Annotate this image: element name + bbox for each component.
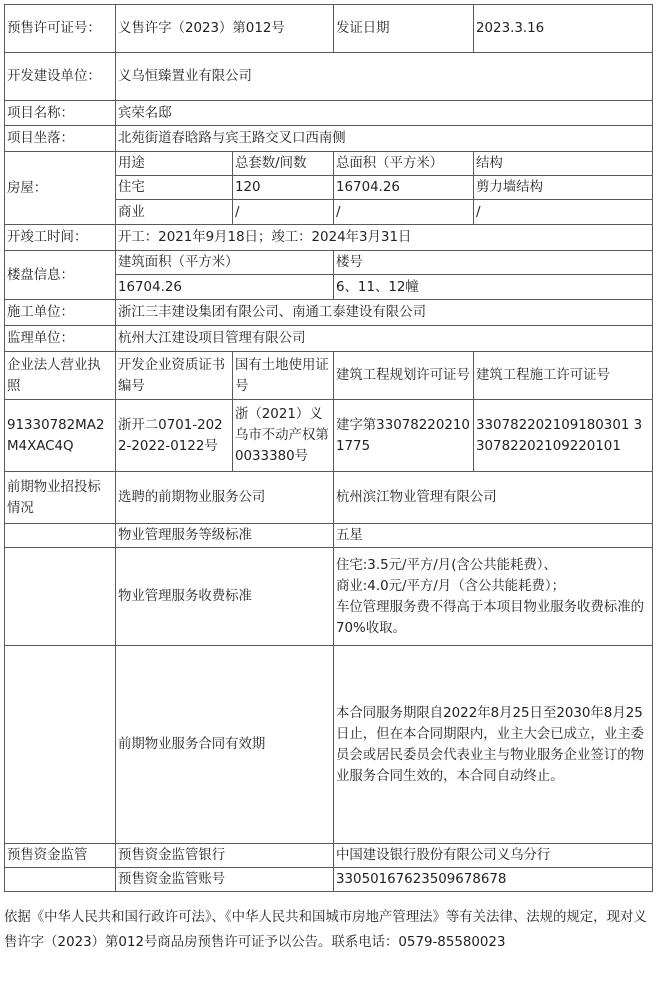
contractor-row	[5, 300, 653, 326]
housing-cell: 住宅	[116, 176, 233, 200]
funds-bank-row	[5, 844, 653, 868]
housing-cell: 120	[233, 176, 334, 200]
property-contract-label: 前期物业服务合同有效期	[116, 646, 334, 844]
fee-line: 住宅:3.5元/平方/月(含公共能耗费）、	[336, 557, 557, 573]
housing-cell: /	[334, 200, 474, 225]
housing-cell: /	[233, 200, 334, 225]
property-contract-row	[5, 646, 653, 844]
empty-cell	[5, 548, 116, 646]
housing-cell: 商业	[116, 200, 233, 225]
project-location-label: 项目坐落：	[5, 126, 116, 152]
property-company-value: 杭州滨江物业管理有限公司	[334, 472, 653, 524]
license-value: 浙（2021）义乌市不动产权第0033380号	[233, 400, 334, 472]
license-header: 建筑工程施工许可证号	[474, 352, 653, 400]
schedule-value: 开工：2021年9月18日；竣工：2024年3月31日	[116, 225, 653, 251]
license-value: 330782202109180301 330782202109220101	[474, 400, 653, 472]
housing-header-row	[5, 152, 653, 176]
license-header: 国有土地使用证号	[233, 352, 334, 400]
schedule-label: 开竣工时间：	[5, 225, 116, 251]
license-value: 91330782MA2M4XAC4Q	[5, 400, 116, 472]
funds-bank-value: 中国建设银行股份有限公司义乌分行	[334, 844, 653, 868]
license-header: 建筑工程规划许可证号	[334, 352, 474, 400]
notice-paragraph: 依据《中华人民共和国行政许可法》、《中华人民共和国城市房地产管理法》等有关法律、法规的规定，现对义售许字（2023）第012号商品房预售许可证予以公告。联系电话：0579-85580023	[4, 910, 647, 950]
funds-bank-label: 预售资金监管银行	[116, 844, 334, 868]
building-area-header: 建筑面积（平方米）	[116, 251, 334, 275]
contractor-label: 施工单位：	[5, 300, 116, 326]
building-area-value: 16704.26	[116, 275, 334, 300]
building-info-label: 楼盘信息：	[5, 251, 116, 300]
project-name-row	[5, 101, 653, 126]
licenses-header-row	[5, 352, 653, 400]
permit-table	[4, 4, 653, 892]
license-header: 开发企业资质证书编号	[116, 352, 233, 400]
contractor-value: 浙江三丰建设集团有限公司、南通工泰建设有限公司	[116, 300, 653, 326]
project-location-value: 北苑街道春晗路与宾王路交叉口西南侧	[116, 126, 653, 152]
building-number-value: 6、11、12幢	[334, 275, 653, 300]
building-info-header-row	[5, 251, 653, 275]
license-value: 浙开二0701-2022-2022-0122号	[116, 400, 233, 472]
property-company-row	[5, 472, 653, 524]
building-number-header: 楼号	[334, 251, 653, 275]
funds-account-row	[5, 868, 653, 892]
housing-header-usage: 用途	[116, 152, 233, 176]
housing-header-structure: 结构	[474, 152, 653, 176]
supervisor-label: 监理单位：	[5, 326, 116, 352]
issue-date-value: 2023.3.16	[474, 5, 653, 53]
property-grade-row	[5, 524, 653, 548]
developer-value: 义乌恒臻置业有限公司	[116, 53, 653, 101]
permit-no-label: 预售许可证号：	[5, 5, 116, 53]
property-fee-label: 物业管理服务收费标准	[116, 548, 334, 646]
funds-account-value: 33050167623509678678	[334, 868, 653, 892]
property-grade-value: 五星	[334, 524, 653, 548]
issue-date-label: 发证日期	[334, 5, 474, 53]
property-grade-label: 物业管理服务等级标准	[116, 524, 334, 548]
housing-cell: 剪力墙结构	[474, 176, 653, 200]
housing-label: 房屋：	[5, 152, 116, 225]
supervisor-row	[5, 326, 653, 352]
project-name-value: 宾荣名邸	[116, 101, 653, 126]
housing-header-units: 总套数/间数	[233, 152, 334, 176]
housing-cell: 16704.26	[334, 176, 474, 200]
property-company-label: 选聘的前期物业服务公司	[116, 472, 334, 524]
supervisor-value: 杭州大江建设项目管理有限公司	[116, 326, 653, 352]
project-location-row	[5, 126, 653, 152]
developer-label: 开发建设单位：	[5, 53, 116, 101]
licenses-value-row	[5, 400, 653, 472]
property-fee-value	[334, 548, 653, 646]
schedule-row	[5, 225, 653, 251]
project-name-label: 项目名称：	[5, 101, 116, 126]
property-fee-row	[5, 548, 653, 646]
housing-header-area: 总面积（平方米）	[334, 152, 474, 176]
fee-line: 商业:4.0元/平方/月（含公共能耗费）；	[336, 578, 566, 594]
permit-no-value: 义售许字（2023）第012号	[116, 5, 334, 53]
property-contract-value: 本合同服务期限自2022年8月25日至2030年8月25日止，但在本合同期限内，业主大会已成立，业主委员会或居民委员会代表业主与物业服务企业签订的物业服务合同生效的，本合同自动终止。	[334, 646, 653, 844]
housing-cell: /	[474, 200, 653, 225]
license-header: 企业法人营业执照	[5, 352, 116, 400]
empty-cell	[5, 524, 116, 548]
license-value: 建字第330782202101775	[334, 400, 474, 472]
permit-row	[5, 5, 653, 53]
property-label: 前期物业招投标情况	[5, 472, 116, 524]
developer-row	[5, 53, 653, 101]
empty-cell	[5, 868, 116, 892]
funds-label: 预售资金监管	[5, 844, 116, 868]
empty-cell	[5, 646, 116, 844]
funds-account-label: 预售资金监管账号	[116, 868, 334, 892]
fee-line: 车位管理服务费不得高于本项目物业服务收费标准的70%收取。	[336, 599, 644, 636]
